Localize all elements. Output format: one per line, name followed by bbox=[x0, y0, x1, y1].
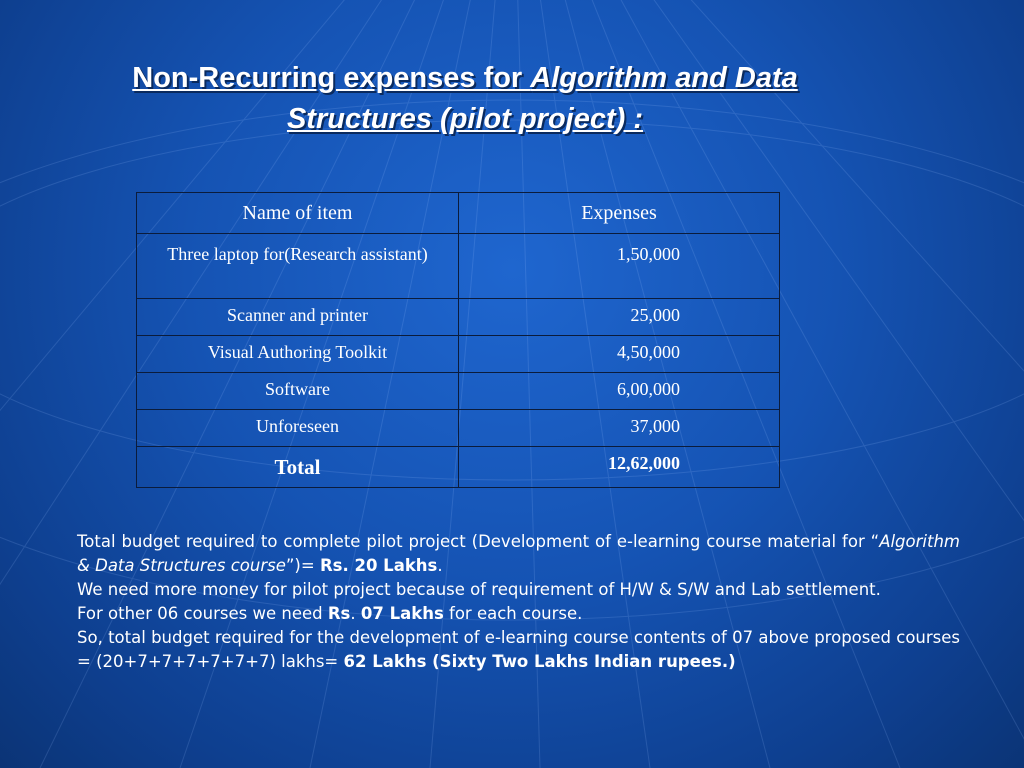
note-text: Total budget required to complete pilot project (Development of e-learning course material for “ bbox=[77, 532, 880, 551]
note-text: for each course. bbox=[443, 604, 583, 623]
title-prefix: Non-Recurring expenses for bbox=[132, 62, 531, 94]
expense-cell bbox=[459, 336, 780, 373]
total-label: Total bbox=[137, 447, 459, 488]
expense-value: 6,00,000 bbox=[617, 379, 680, 399]
note-text: ”)= bbox=[285, 556, 320, 575]
title-italic-line2: Structures (pilot project) : bbox=[286, 103, 644, 135]
note-text: So, total budget required for the development of e-learning course contents of 07 above proposed courses = (20+7+7+7+7+7+7) lakhs= bbox=[77, 628, 960, 671]
table-row bbox=[137, 336, 780, 373]
note-text: For other 06 courses we need bbox=[77, 604, 328, 623]
rs-label: Rs bbox=[327, 604, 351, 623]
budget-notes bbox=[77, 530, 960, 674]
header-expenses: Expenses bbox=[459, 193, 780, 234]
expenses-table bbox=[136, 192, 780, 488]
table-row bbox=[137, 410, 780, 447]
expense-value: 25,000 bbox=[630, 305, 680, 325]
table-row bbox=[137, 373, 780, 410]
item-cell: Unforeseen bbox=[137, 410, 459, 447]
course-name: Algorithm & Data Structures course bbox=[77, 532, 960, 575]
item-cell: Scanner and printer bbox=[137, 299, 459, 336]
note-more-money: We need more money for pilot project because of requirement of H/W & S/W and Lab settlement. bbox=[77, 580, 881, 599]
note-grand-total bbox=[77, 626, 960, 674]
grand-total-amount: 62 Lakhs (Sixty Two Lakhs Indian rupees.) bbox=[343, 652, 736, 671]
expense-value: 37,000 bbox=[630, 416, 680, 436]
note-other-courses bbox=[77, 602, 960, 626]
total-cell bbox=[459, 447, 780, 488]
item-cell: Three laptop for(Research assistant) bbox=[137, 234, 459, 299]
pilot-amount: Rs. 20 Lakhs bbox=[319, 556, 438, 575]
expense-value: 1,50,000 bbox=[617, 244, 680, 264]
item-cell: Visual Authoring Toolkit bbox=[137, 336, 459, 373]
expense-cell bbox=[459, 234, 780, 299]
table-row bbox=[137, 299, 780, 336]
item-cell: Software bbox=[137, 373, 459, 410]
slide-title bbox=[40, 58, 890, 140]
expense-cell bbox=[459, 373, 780, 410]
total-row bbox=[137, 447, 780, 488]
table-row bbox=[137, 234, 780, 299]
table-header-row bbox=[137, 193, 780, 234]
note-text: . bbox=[437, 556, 443, 575]
note-text: . bbox=[350, 604, 361, 623]
note-total-budget bbox=[77, 530, 960, 578]
expense-value: 4,50,000 bbox=[617, 342, 680, 362]
expense-cell bbox=[459, 299, 780, 336]
title-italic-line1: Algorithm and Data bbox=[530, 62, 798, 94]
expense-cell bbox=[459, 410, 780, 447]
header-name-of-item: Name of item bbox=[137, 193, 459, 234]
per-course-amount: 07 Lakhs bbox=[360, 604, 444, 623]
total-value: 12,62,000 bbox=[608, 453, 680, 473]
